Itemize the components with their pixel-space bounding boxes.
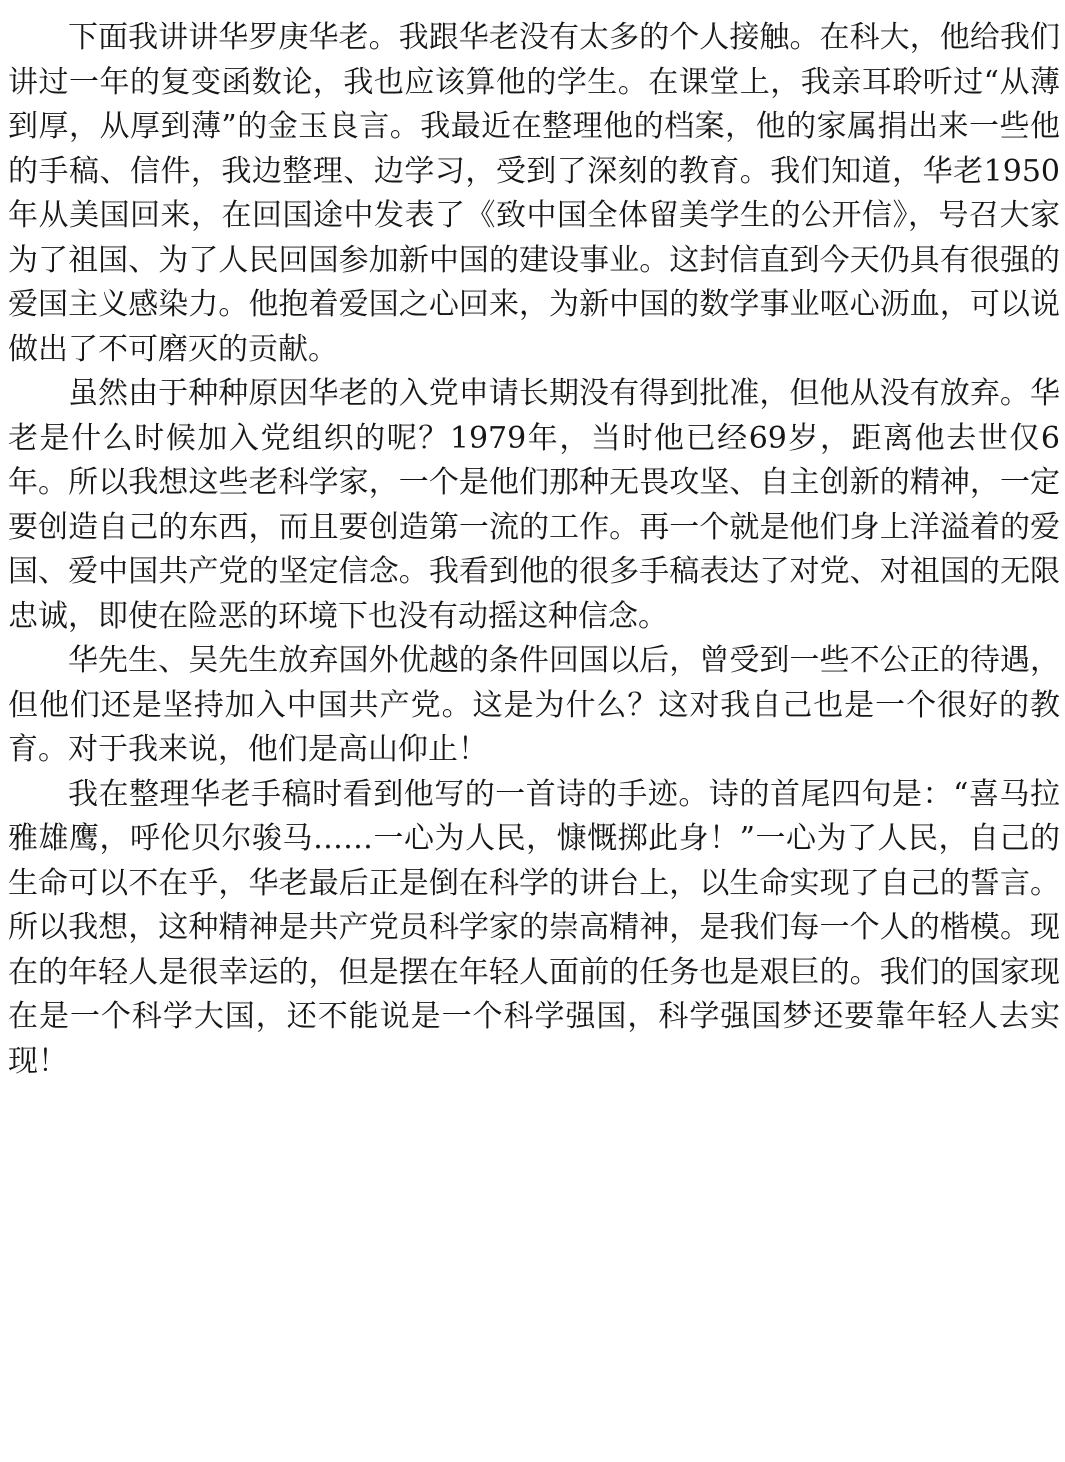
paragraph-4: 我在整理华老手稿时看到他写的一首诗的手迹。诗的首尾四句是：“喜马拉雅雄鹰，呼伦贝尔骏马……一心为人民，慷慨掷此身！”一心为了人民，自己的生命可以不在乎，华老最后正是倒在科学的讲台上，以生命实现了自己的誓言。所以我想，这种精神是共产党员科学家的崇高精神，是我们每一个人的楷模。现在的年轻人是很幸运的，但是摆在年轻人面前的任务也是艰巨的。我们的国家现在是一个科学大国，还不能说是一个科学强国，科学强国梦还要靠年轻人去实现！ [8,776,1060,1079]
document-body [8,16,1060,1084]
paragraph-3: 华先生、吴先生放弃国外优越的条件回国以后，曾受到一些不公正的待遇，但他们还是坚持加入中国共产党。这是为什么？这对我自己也是一个很好的教育。对于我来说，他们是高山仰止！ [8,643,1060,767]
paragraph-2: 虽然由于种种原因华老的入党申请长期没有得到批准，但他从没有放弃。华老是什么时候加入党组织的呢？1979年，当时他已经69岁，距离他去世仅6年。所以我想这些老科学家，一个是他们那种无畏攻坚、自主创新的精神，一定要创造自己的东西，而且要创造第一流的工作。再一个就是他们身上洋溢着的爱国、爱中国共产党的坚定信念。我看到他的很多手稿表达了对党、对祖国的无限忠诚，即使在险恶的环境下也没有动摇这种信念。 [8,376,1060,634]
paragraph-1: 下面我讲讲华罗庚华老。我跟华老没有太多的个人接触。在科大，他给我们讲过一年的复变函数论，我也应该算他的学生。在课堂上，我亲耳聆听过“从薄到厚，从厚到薄”的金玉良言。我最近在整理他的档案，他的家属捐出来一些他的手稿、信件，我边整理、边学习，受到了深刻的教育。我们知道，华老1950年从美国回来，在回国途中发表了《致中国全体留美学生的公开信》，号召大家为了祖国、为了人民回国参加新中国的建设事业。这封信直到今天仍具有很强的爱国主义感染力。他抱着爱国之心回来，为新中国的数学事业呕心沥血，可以说做出了不可磨灭的贡献。 [8,20,1060,367]
